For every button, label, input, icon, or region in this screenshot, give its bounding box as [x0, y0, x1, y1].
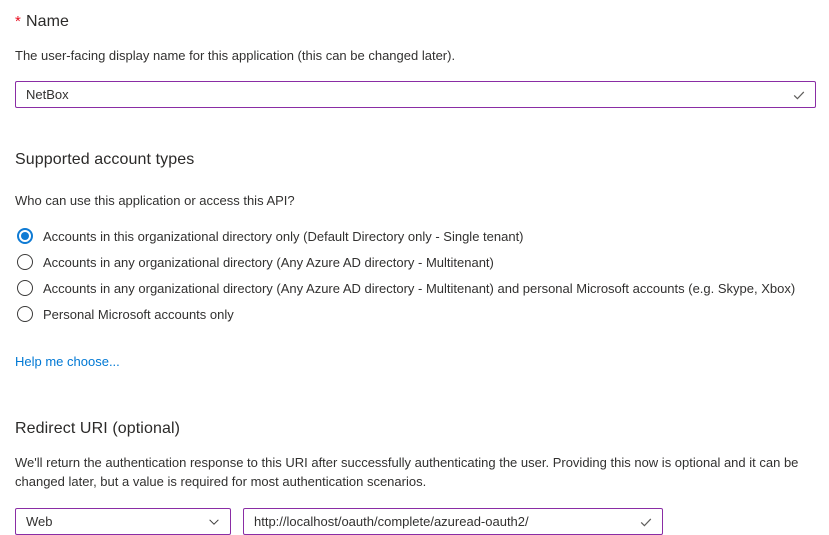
redirect-uri-input-container: [243, 508, 663, 535]
name-section-title: [15, 13, 816, 31]
platform-select-value: Web: [26, 514, 53, 529]
chevron-down-icon: [207, 515, 221, 529]
redirect-uri-title: Redirect URI (optional): [15, 420, 181, 437]
radio-button[interactable]: [17, 254, 33, 270]
radio-option-multitenant-personal[interactable]: [15, 275, 816, 301]
radio-option-label: Accounts in this organizational directory only (Default Directory only - Single tenant): [43, 228, 524, 244]
radio-button[interactable]: [17, 228, 33, 244]
radio-button[interactable]: [17, 280, 33, 296]
radio-option-label: Accounts in any organizational directory (Any Azure AD directory - Multitenant): [43, 254, 494, 270]
name-title-text: Name: [25, 13, 70, 30]
platform-select[interactable]: [15, 508, 231, 535]
name-input[interactable]: [15, 81, 816, 108]
radio-button[interactable]: [17, 306, 33, 322]
account-types-title: Supported account types: [15, 151, 195, 168]
redirect-uri-description: We'll return the authentication response to this URI after successfully authenticating the user. Providing this now is optional and it can be changed later, but a value is required for most authentication scenarios.: [15, 455, 799, 489]
help-me-choose-link[interactable]: Help me choose...: [15, 354, 120, 369]
redirect-uri-input[interactable]: [243, 508, 663, 535]
radio-option-multitenant[interactable]: [15, 249, 816, 275]
radio-option-single-tenant[interactable]: [15, 223, 816, 249]
name-input-container: [15, 81, 816, 108]
radio-option-personal-only[interactable]: [15, 301, 816, 327]
account-types-question: Who can use this application or access this API?: [15, 193, 295, 208]
account-types-radio-group: [15, 223, 816, 327]
redirect-uri-row: [15, 508, 816, 535]
name-description: The user-facing display name for this application (this can be changed later).: [15, 48, 456, 63]
required-asterisk: *: [15, 13, 21, 30]
radio-option-label: Personal Microsoft accounts only: [43, 306, 234, 322]
radio-option-label: Accounts in any organizational directory (Any Azure AD directory - Multitenant) and personal Microsoft accounts (e.g. Skype, Xbox): [43, 280, 796, 296]
